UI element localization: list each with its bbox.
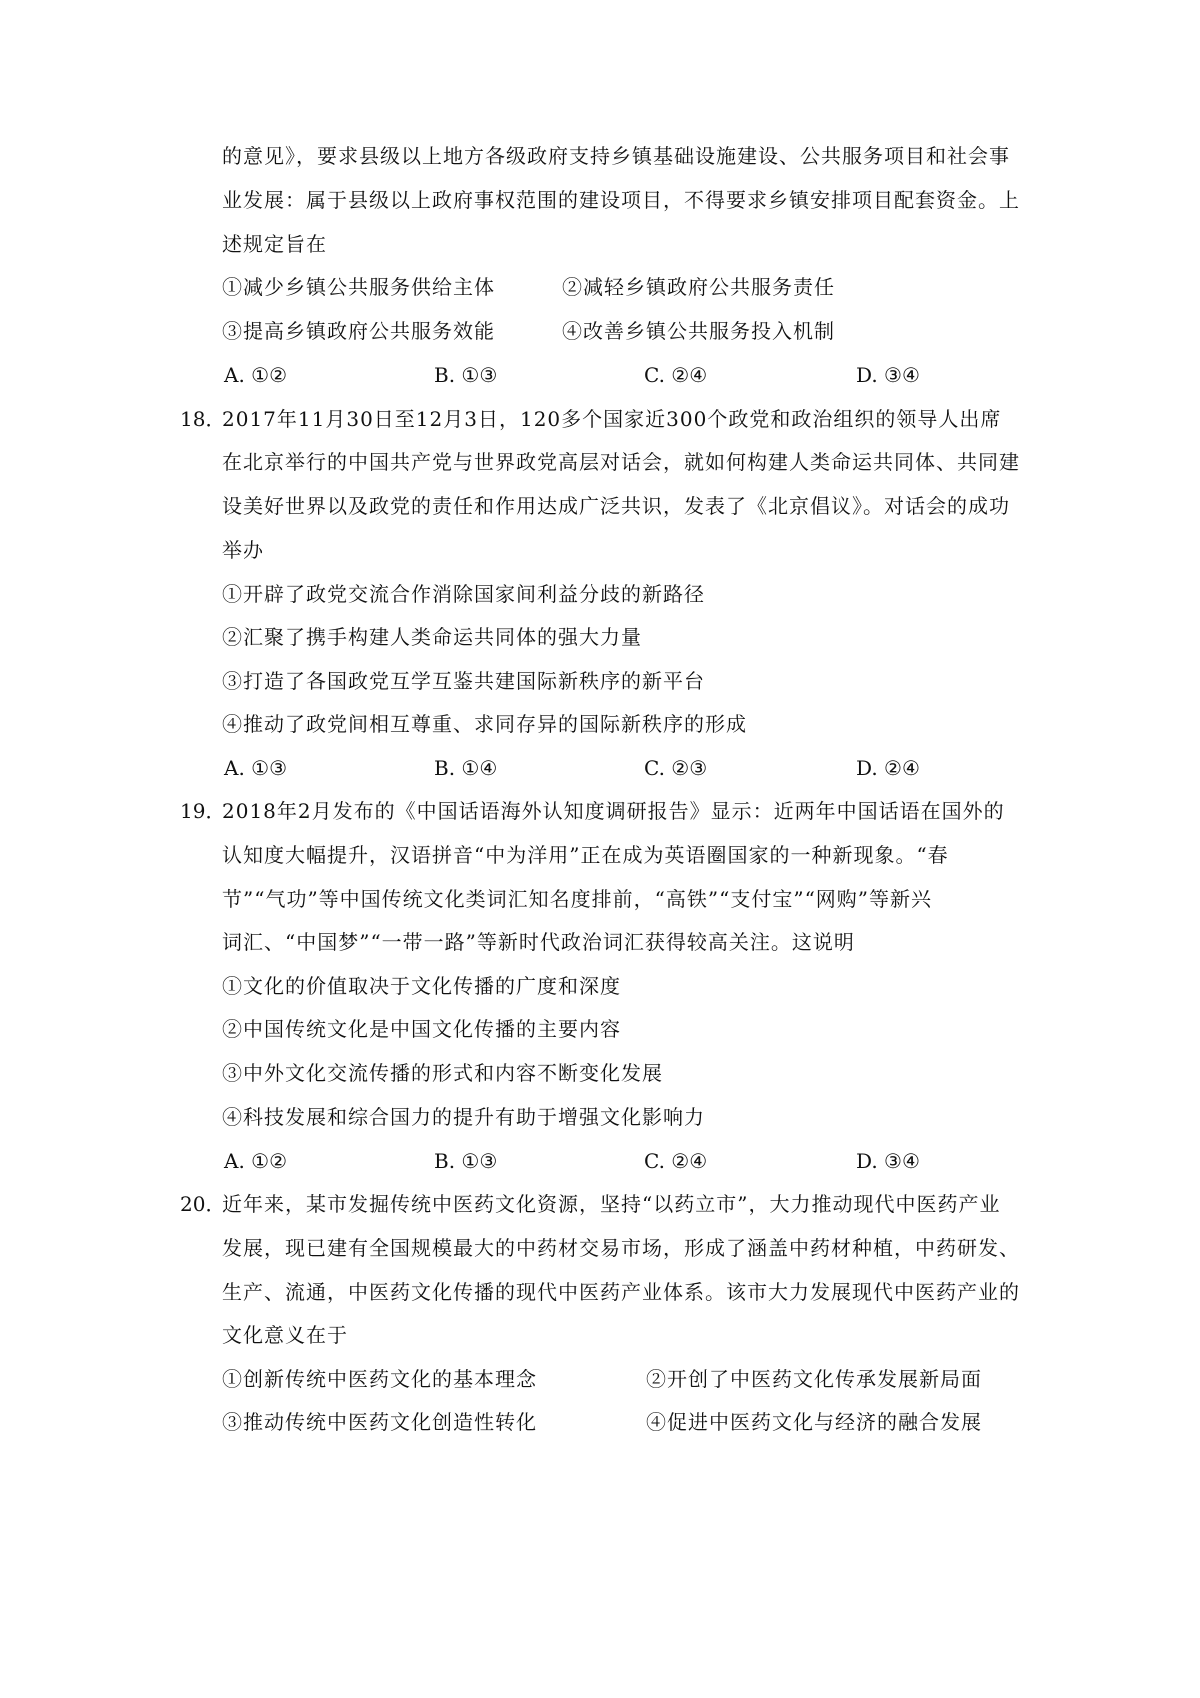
q19-stem-line-1: 2018年2月发布的《中国话语海外认知度调研报告》显示：近两年中国话语在国外的 (222, 799, 1005, 823)
q18-option-a: A. ①③ (224, 756, 288, 780)
q18-number: 18． (180, 407, 226, 431)
q18-stem-line-4: 举办 (222, 538, 264, 562)
q18-stem-line-2: 在北京举行的中国共产党与世界政党高层对话会，就如何构建人类命运共同体、共同建 (222, 450, 1020, 474)
q19-item-2: ②中国传统文化是中国文化传播的主要内容 (222, 1017, 621, 1041)
q19-option-c: C. ②④ (644, 1149, 708, 1173)
q20-item-4: ④促进中医药文化与经济的融合发展 (646, 1410, 982, 1434)
q19-stem-line-4: 词汇、“中国梦”“一带一路”等新时代政治词汇获得较高关注。这说明 (222, 930, 855, 954)
q17-stem-line-2: 业发展：属于县级以上政府事权范围的建设项目，不得要求乡镇安排项目配套资金。上 (222, 188, 1020, 212)
q18-stem-line-1: 2017年11月30日至12月3日，120多个国家近300个政党和政治组织的领导人出席 (222, 407, 1002, 431)
q18-stem-line-3: 设美好世界以及政党的责任和作用达成广泛共识，发表了《北京倡议》。对话会的成功 (222, 494, 1010, 518)
q18-option-c: C. ②③ (644, 756, 708, 780)
q17-option-a: A. ①② (224, 363, 288, 387)
q19-option-d: D. ③④ (856, 1149, 920, 1173)
q18-item-1: ①开辟了政党交流合作消除国家间利益分歧的新路径 (222, 582, 705, 606)
q18-item-4: ④推动了政党间相互尊重、求同存异的国际新秩序的形成 (222, 712, 747, 736)
q19-stem-line-2: 认知度大幅提升，汉语拼音“中为洋用”正在成为英语圈国家的一种新现象。“春 (222, 843, 949, 867)
q19-item-1: ①文化的价值取决于文化传播的广度和深度 (222, 974, 621, 998)
q18-item-3: ③打造了各国政党互学互鉴共建国际新秩序的新平台 (222, 669, 705, 693)
q18-option-b: B. ①④ (434, 756, 498, 780)
q18-item-2: ②汇聚了携手构建人类命运共同体的强大力量 (222, 625, 642, 649)
q19-option-b: B. ①③ (434, 1149, 498, 1173)
q17-item-3: ③提高乡镇政府公共服务效能 (222, 319, 495, 343)
q20-item-2: ②开创了中医药文化传承发展新局面 (646, 1367, 982, 1391)
q20-stem-line-2: 发展，现已建有全国规模最大的中药材交易市场，形成了涵盖中药材种植，中药研发、 (222, 1236, 1020, 1260)
q19-item-4: ④科技发展和综合国力的提升有助于增强文化影响力 (222, 1105, 705, 1129)
q17-stem-line-1: 的意见》，要求县级以上地方各级政府支持乡镇基础设施建设、公共服务项目和社会事 (222, 144, 1010, 168)
q18-option-d: D. ②④ (856, 756, 920, 780)
q19-item-3: ③中外文化交流传播的形式和内容不断变化发展 (222, 1061, 663, 1085)
q20-item-1: ①创新传统中医药文化的基本理念 (222, 1367, 537, 1391)
q20-stem-line-4: 文化意义在于 (222, 1323, 348, 1347)
q17-option-b: B. ①③ (434, 363, 498, 387)
q20-item-3: ③推动传统中医药文化创造性转化 (222, 1410, 537, 1434)
q19-option-a: A. ①② (224, 1149, 288, 1173)
q20-stem-line-1: 近年来，某市发掘传统中医药文化资源，坚持“以药立市”，大力推动现代中医药产业 (222, 1192, 1001, 1216)
q19-stem-line-3: 节”“气功”等中国传统文化类词汇知名度排前，“高铁”“支付宝”“网购”等新兴 (222, 887, 933, 911)
q17-item-1: ①减少乡镇公共服务供给主体 (222, 275, 495, 299)
q20-stem-line-3: 生产、流通，中医药文化传播的现代中医药产业体系。该市大力发展现代中医药产业的 (222, 1280, 1020, 1304)
q20-number: 20． (180, 1192, 226, 1216)
q17-stem-line-3: 述规定旨在 (222, 232, 327, 256)
q17-option-c: C. ②④ (644, 363, 708, 387)
q19-number: 19． (180, 799, 226, 823)
q17-item-4: ④改善乡镇公共服务投入机制 (562, 319, 835, 343)
q17-option-d: D. ③④ (856, 363, 920, 387)
q17-item-2: ②减轻乡镇政府公共服务责任 (562, 275, 835, 299)
